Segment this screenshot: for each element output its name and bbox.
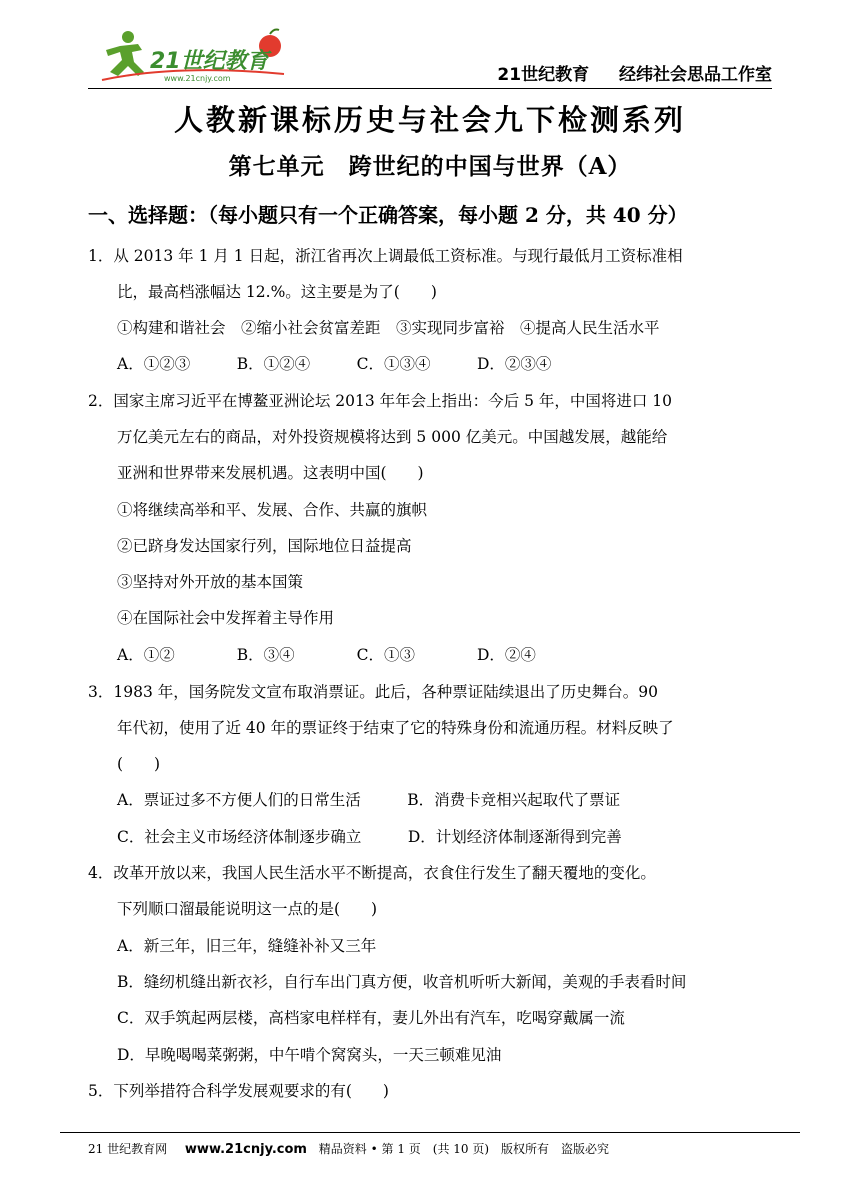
logo-text: 21世纪教育 bbox=[150, 49, 269, 74]
question-1-stem-cont: 比，最高档涨幅达 12.%。这主要是为了( ) bbox=[117, 283, 437, 301]
question-3-options: A．票证过多不方便人们的日常生活 B．消费卡竞相兴起取代了票证 bbox=[117, 791, 621, 809]
footer-divider bbox=[60, 1132, 800, 1133]
question-1-stem: 1．从 2013 年 1 月 1 日起，浙江省再次上调最低工资标准。与现行最低月工资标准相 bbox=[88, 247, 683, 265]
question-2-statement: ④在国际社会中发挥着主导作用 bbox=[117, 609, 335, 627]
page-title: 人教新课标历史与社会九下检测系列 bbox=[173, 103, 686, 137]
question-4-option-c: C．双手筑起两层楼，高档家电样样有，妻儿外出有汽车，吃喝穿戴属一流 bbox=[117, 1009, 625, 1027]
site-logo bbox=[98, 28, 288, 86]
question-2-statement: ②已跻身发达国家行列，国际地位日益提高 bbox=[117, 537, 412, 555]
header-org: 21世纪教育 bbox=[497, 65, 590, 85]
question-4-option-b: B．缝纫机缝出新衣衫，自行车出门真方便，收音机听听大新闻，美观的手表看时间 bbox=[117, 973, 687, 991]
question-5-stem: 5．下列举措符合科学发展观要求的有( ) bbox=[88, 1082, 389, 1100]
question-1-options: A．①②③ B．①②④ C．①③④ D．②③④ bbox=[117, 355, 552, 373]
header-right bbox=[473, 60, 772, 85]
question-2-stem: 2．国家主席习近平在博鳌亚洲论坛 2013 年年会上指出：今后 5 年，中国将进口 10 bbox=[88, 392, 673, 410]
question-4-stem-cont: 下列顺口溜最能说明这一点的是( ) bbox=[117, 900, 378, 918]
page-footer bbox=[88, 1140, 609, 1157]
question-2-stem-cont: 亚洲和世界带来发展机遇。这表明中国( ) bbox=[117, 464, 424, 482]
header-studio: 经纬社会思品工作室 bbox=[619, 65, 772, 85]
question-4-stem: 4．改革开放以来，我国人民生活水平不断提高，衣食住行发生了翻天覆地的变化。 bbox=[88, 864, 656, 882]
question-1-statements: ①构建和谐社会 ②缩小社会贫富差距 ③实现同步富裕 ④提高人民生活水平 bbox=[117, 319, 660, 337]
header-divider bbox=[88, 88, 772, 89]
question-3-options: C．社会主义市场经济体制逐步确立 D．计划经济体制逐渐得到完善 bbox=[117, 828, 622, 846]
question-3-stem-cont: ( ) bbox=[117, 755, 161, 773]
page-subtitle: 第七单元 跨世纪的中国与世界（A） bbox=[228, 153, 632, 180]
question-2-options: A．①② B．③④ C．①③ D．②④ bbox=[117, 646, 536, 664]
question-3-stem: 3．1983 年，国务院发文宣布取消票证。此后，各种票证陆续退出了历史舞台。90 bbox=[88, 683, 658, 701]
question-2-statement: ①将继续高举和平、发展、合作、共赢的旗帜 bbox=[117, 501, 428, 519]
question-2-stem-cont: 万亿美元左右的商品，对外投资规模将达到 5 000 亿美元。中国越发展，越能给 bbox=[117, 428, 668, 446]
section-heading: 一、选择题：（每小题只有一个正确答案，每小题 2 分，共 40 分） bbox=[88, 203, 688, 227]
footer-site: 21 世纪教育网 bbox=[88, 1142, 168, 1156]
logo-url: www.21cnjy.com bbox=[164, 74, 231, 83]
question-4-option-a: A．新三年，旧三年，缝缝补补又三年 bbox=[117, 937, 377, 955]
question-3-stem-cont: 年代初，使用了近 40 年的票证终于结束了它的特殊身份和流通历程。材料反映了 bbox=[117, 719, 674, 737]
question-4-option-d: D．早晚喝喝菜粥粥，中午啃个窝窝头，一天三顿难见油 bbox=[117, 1046, 502, 1064]
question-2-statement: ③坚持对外开放的基本国策 bbox=[117, 573, 304, 591]
runner-icon bbox=[106, 31, 144, 76]
footer-url[interactable]: www.21cnjy.com bbox=[184, 1142, 307, 1157]
footer-info: 精品资料 • 第 1 页 (共 10 页) 版权所有 盗版必究 bbox=[318, 1142, 610, 1156]
